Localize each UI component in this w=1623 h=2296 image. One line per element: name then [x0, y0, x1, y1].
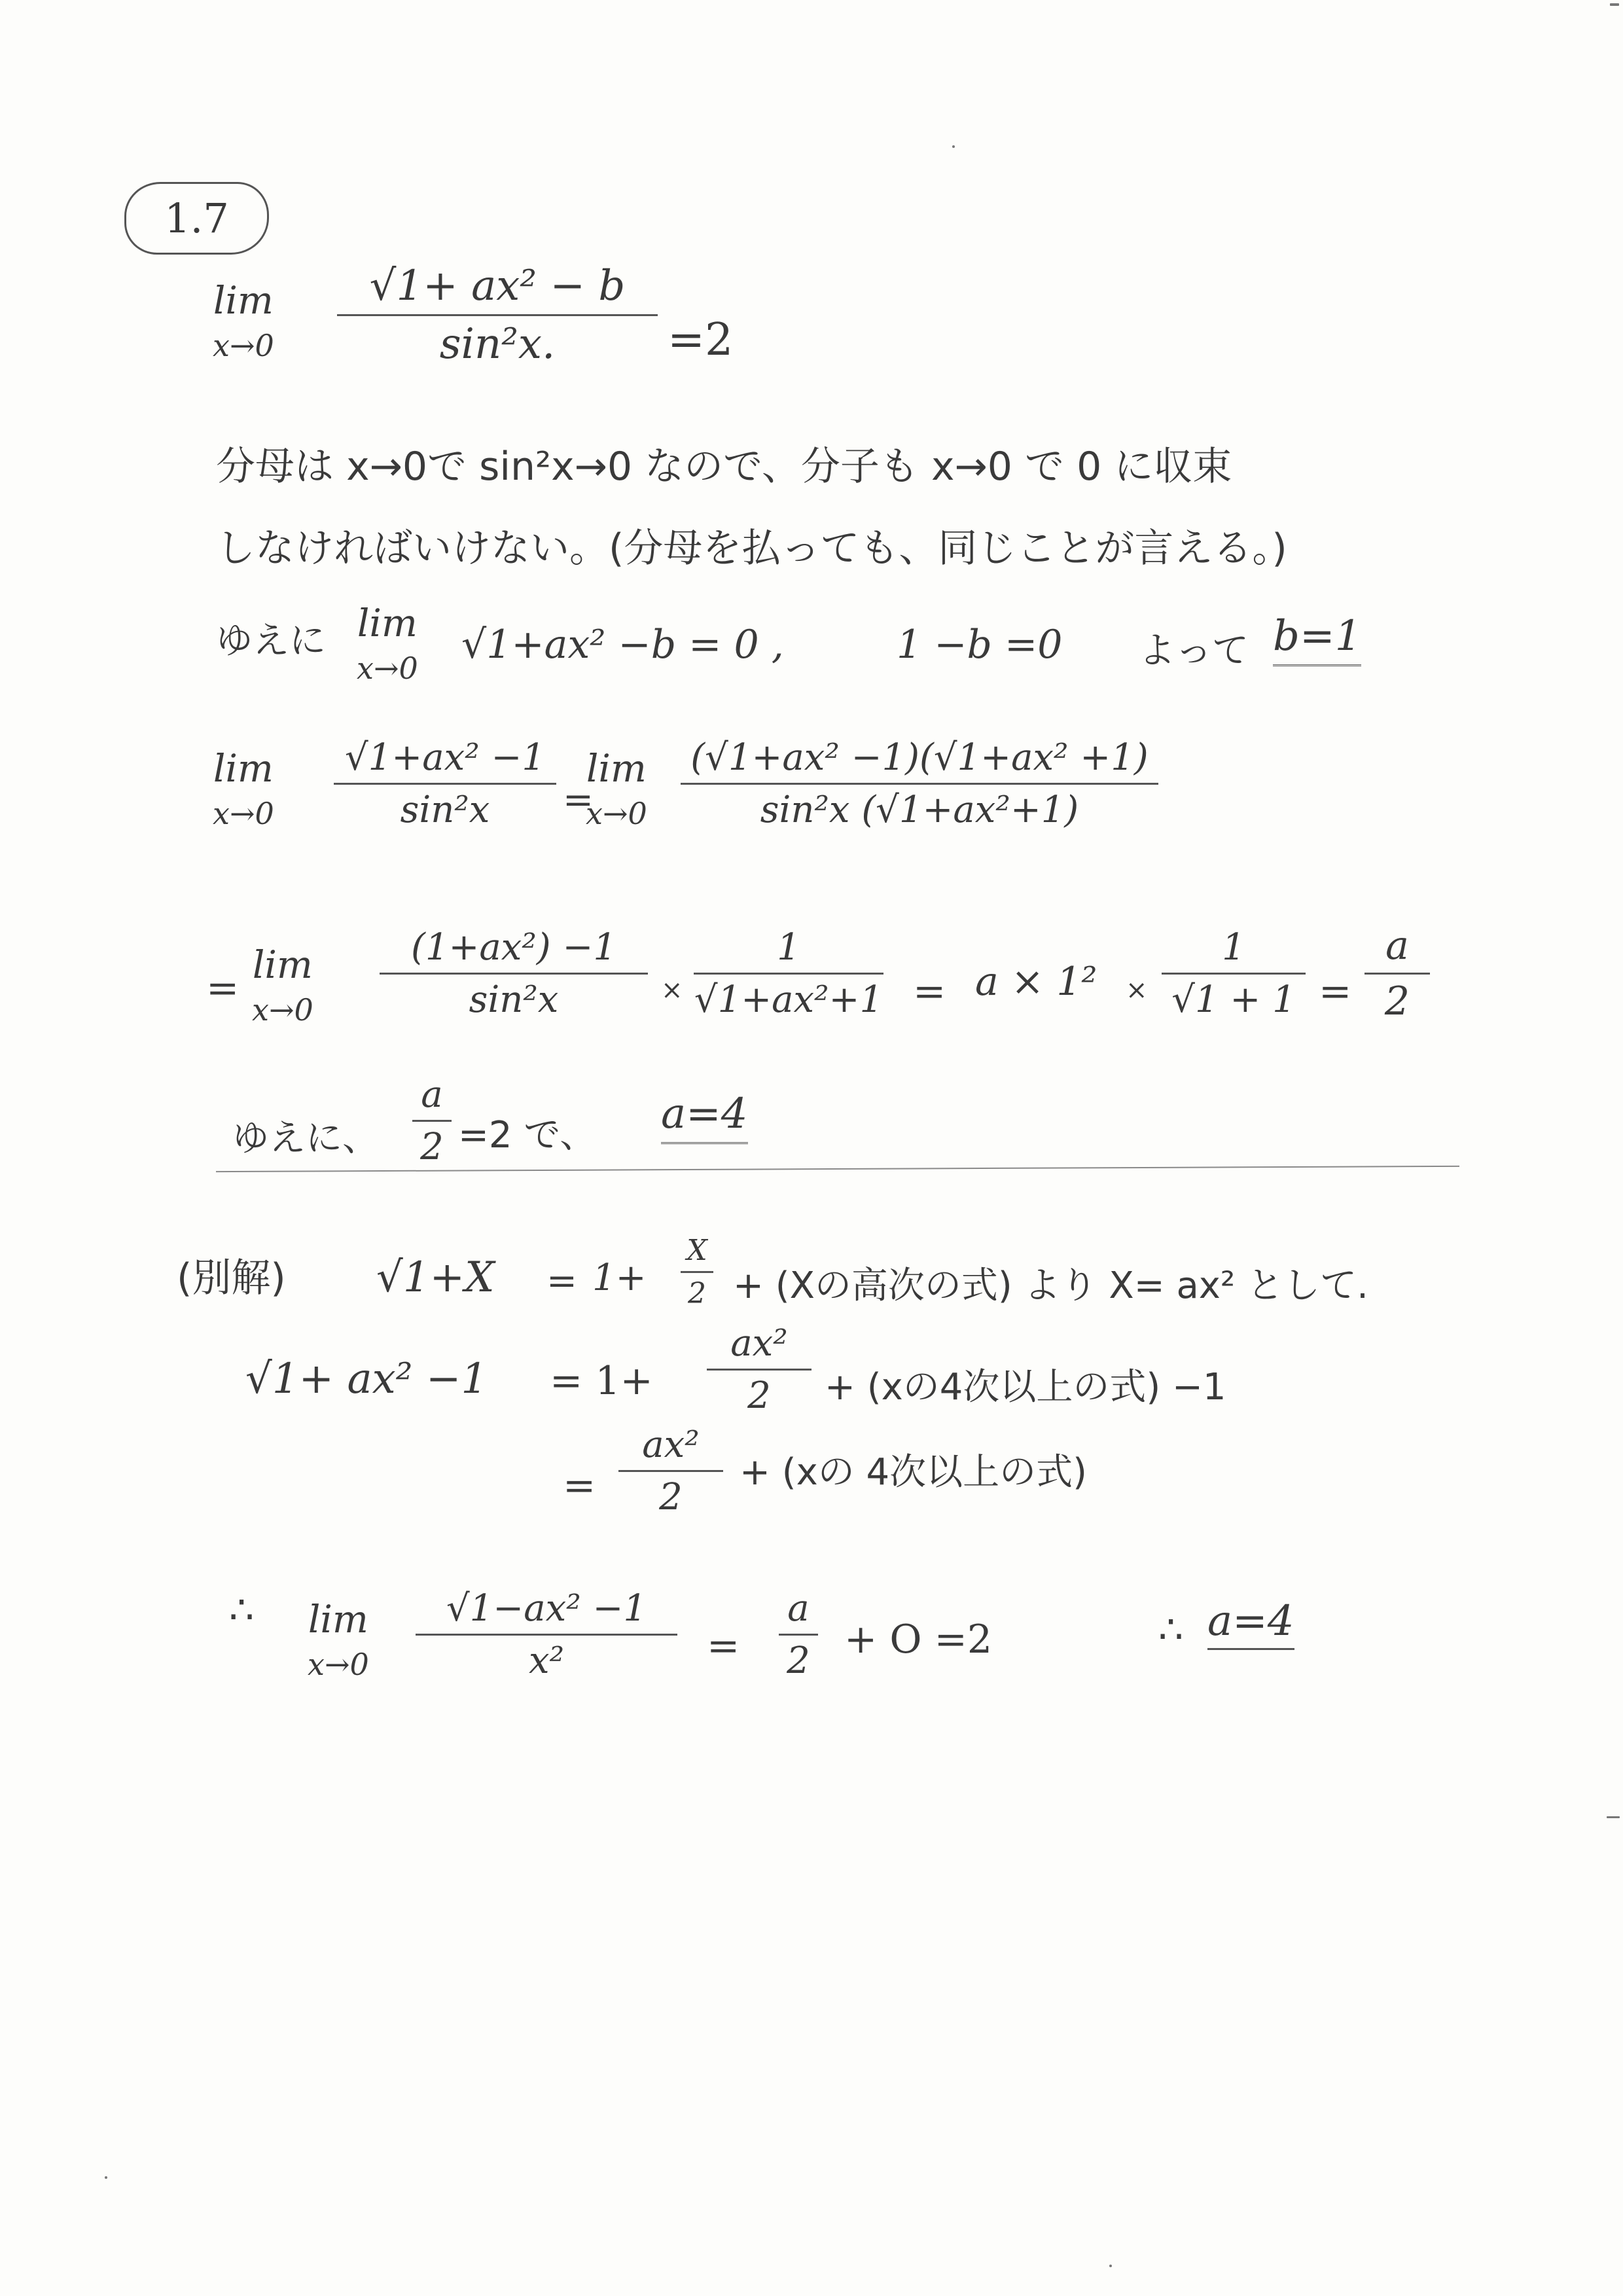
reasoning-line-1: 分母は x→0で sin²x→0 なので、分子も x→0 で 0 に収束: [216, 444, 1232, 490]
alt-line1-fraction: [681, 1234, 713, 1310]
scan-speck: [952, 145, 955, 148]
final-fraction: [416, 1587, 677, 1682]
numerator: 1: [777, 926, 800, 969]
problem-number: 1.7: [164, 194, 229, 242]
given-numerator: √1+ ax² − b: [369, 262, 626, 310]
denominator: sin²x: [469, 978, 559, 1021]
alt-line2-fraction: [707, 1322, 812, 1417]
b-step-expr: √1+ax² −b = 0 ,: [461, 622, 784, 668]
fraction-bar: [334, 783, 556, 785]
step3-fraction-4: [1364, 923, 1430, 1024]
step2-lim-2: [586, 746, 647, 831]
scan-mark: [1607, 1816, 1620, 1818]
numerator: a: [787, 1587, 810, 1630]
alt-line1-one: 1+: [592, 1257, 647, 1299]
lim-word: lim: [252, 942, 313, 987]
given-rhs: =2: [668, 314, 734, 366]
fraction-bar: [694, 973, 883, 975]
numerator: √1−ax² −1: [446, 1587, 647, 1630]
final-therefore-2: ∴: [1158, 1607, 1184, 1653]
section-divider: [216, 1166, 1459, 1172]
denominator: sin²x: [400, 789, 490, 831]
fraction-bar: [779, 1634, 818, 1636]
numerator: (1+ax²) −1: [410, 926, 616, 969]
reasoning-line-2: しなければいけない。(分母を払っても、同じことが言える。): [216, 526, 1287, 571]
alt-line1-lhs: √1+X: [376, 1253, 495, 1302]
numerator: 1: [1222, 926, 1245, 969]
alt-line2-eq: = 1+: [550, 1358, 653, 1404]
step3-times-2: ×: [1126, 975, 1148, 1005]
step3-eq-3: =: [1319, 969, 1352, 1014]
scan-mark: [1610, 3, 1619, 6]
denominator: 2: [688, 1277, 706, 1310]
step3-fraction-2: [694, 926, 883, 1021]
lim-subscript: x→0: [252, 992, 313, 1028]
step3-mid: a × 1²: [975, 959, 1097, 1005]
denominator: 2: [659, 1476, 683, 1518]
step2-fraction-1: [334, 736, 556, 831]
alt-line3-fraction: [618, 1424, 723, 1518]
step3-eq: =: [206, 965, 240, 1011]
scan-speck: [105, 2176, 107, 2179]
problem-number-badge: [124, 182, 269, 255]
denominator: x²: [528, 1640, 565, 1682]
denominator: √1+ax²+1: [694, 978, 883, 1021]
b-step-then: よって: [1139, 630, 1249, 672]
fraction-bar: [412, 1120, 452, 1122]
denominator: √1 + 1: [1171, 978, 1296, 1021]
step3-fraction-1: [380, 926, 648, 1021]
denominator: 2: [1384, 978, 1410, 1024]
lim-word: lim: [586, 746, 647, 791]
a-step-fraction: [412, 1073, 452, 1168]
final-result: a=4: [1207, 1597, 1294, 1650]
lim-subscript: x→0: [213, 796, 274, 831]
denominator: 2: [787, 1640, 810, 1682]
a-step-mid: =2 で、: [458, 1114, 597, 1157]
numerator: √1+ax² −1: [344, 736, 545, 779]
final-eq: =: [707, 1623, 740, 1669]
fraction-bar: [1162, 973, 1306, 975]
fraction-bar: [681, 1271, 713, 1273]
numerator: ax²: [642, 1424, 700, 1466]
lim-word: lim: [213, 746, 274, 791]
lim-subscript: x→0: [586, 796, 647, 831]
given-fraction: [337, 262, 658, 368]
step3-times-1: ×: [661, 975, 683, 1005]
b-step-mid: 1 −b =0: [897, 622, 1063, 668]
step2-lim: [213, 746, 274, 831]
step2-eq: =: [563, 779, 594, 821]
fraction-bar: [416, 1634, 677, 1636]
numerator: a: [1385, 923, 1409, 969]
numerator: X: [687, 1234, 707, 1267]
a-result: a=4: [661, 1090, 748, 1144]
step3-fraction-3: [1162, 926, 1306, 1021]
alt-line1-rest: + (Xの高次の式) より X= ax² として.: [733, 1265, 1368, 1307]
a-step-prefix: ゆえに、: [232, 1117, 379, 1160]
final-lim: [308, 1597, 369, 1682]
numerator: a: [421, 1073, 443, 1116]
step2-fraction-2: [681, 736, 1158, 831]
lim-word: lim: [308, 1597, 368, 1641]
fraction-bar: [337, 314, 658, 316]
lim-word: lim: [357, 601, 418, 645]
lim-subscript: x→0: [308, 1647, 369, 1682]
b-result: b=1: [1273, 612, 1361, 666]
step3-eq-2: =: [913, 969, 946, 1014]
alt-line2-lhs: √1+ ax² −1: [245, 1355, 488, 1403]
b-step-lim: [357, 601, 418, 686]
denominator: 2: [420, 1126, 444, 1168]
denominator: sin²x (√1+ax²+1): [760, 789, 1079, 831]
fraction-bar: [1364, 973, 1430, 975]
alt-line3-rest: + (xの 4次以上の式): [740, 1451, 1087, 1494]
lim-word: lim: [213, 278, 274, 323]
numerator: (√1+ax² −1)(√1+ax² +1): [690, 736, 1149, 779]
step3-lim: [252, 942, 313, 1028]
alt-line3-eq: =: [563, 1463, 596, 1509]
fraction-bar: [618, 1470, 723, 1472]
final-a-fraction: [779, 1587, 818, 1682]
alt-label: (別解): [177, 1255, 286, 1301]
lim-subscript: x→0: [357, 651, 418, 686]
denominator: 2: [747, 1374, 771, 1417]
fraction-bar: [380, 973, 648, 975]
alt-line1-eq: =: [546, 1260, 577, 1302]
numerator: ax²: [730, 1322, 788, 1365]
given-denominator: sin²x.: [439, 320, 556, 368]
alt-line2-rest: + (xの4次以上の式) −1: [825, 1366, 1226, 1408]
scan-speck: [1109, 2265, 1112, 2267]
fraction-bar: [707, 1369, 812, 1371]
b-step-prefix: ゆえに: [216, 620, 326, 662]
final-rest: + O =2: [844, 1617, 993, 1662]
given-lim: [213, 278, 274, 363]
lim-subscript: x→0: [213, 328, 274, 363]
fraction-bar: [681, 783, 1158, 785]
final-therefore: ∴: [229, 1587, 255, 1633]
